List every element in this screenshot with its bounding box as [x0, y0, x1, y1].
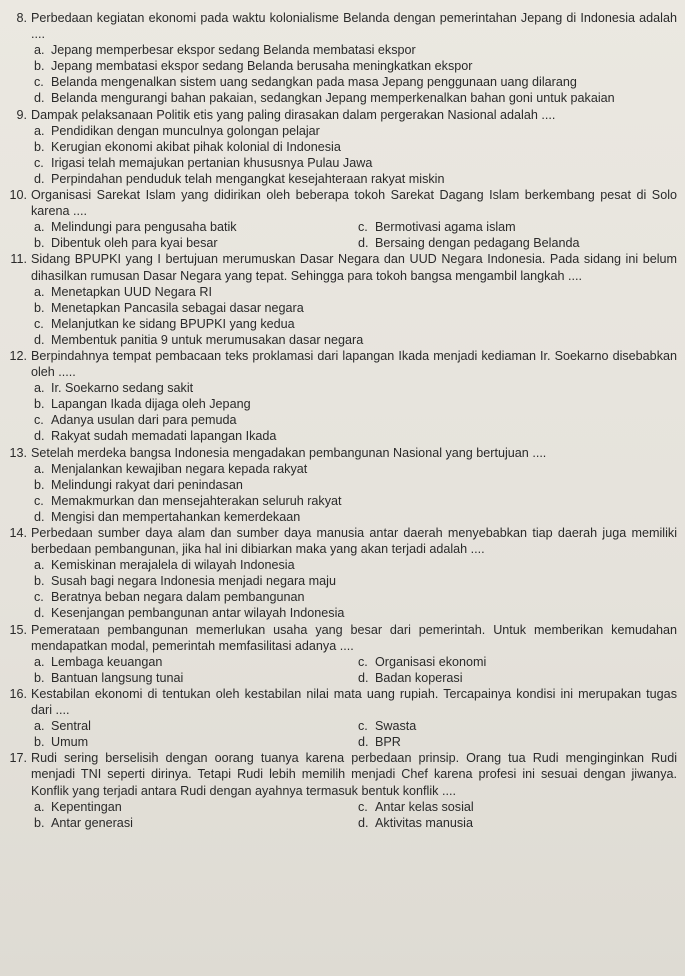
option: a. Sentral: [34, 719, 91, 734]
option: b. Melindungi rakyat dari penindasan: [34, 477, 243, 492]
option: a. Kepentingan: [34, 799, 122, 814]
question-stem: Berpindahnya tempat pembacaan teks proklamasi dari lapangan Ikada menjadi kediaman Ir. Soekarno disebabkan oleh .....: [31, 348, 677, 380]
option: b. Jepang membatasi ekspor sedang Belanda berusaha meningkatkan ekspor: [34, 59, 473, 74]
question-number: 13.: [9, 445, 27, 460]
option: a. Lembaga keuangan: [34, 654, 163, 669]
question-number: 8.: [16, 11, 27, 25]
option: b. Antar generasi: [34, 815, 133, 830]
option: a. Jepang memperbesar ekspor sedang Belanda membatasi ekspor: [34, 43, 416, 58]
option: d. Aktivitas manusia: [358, 815, 473, 830]
option: d. Bersaing dengan pedagang Belanda: [358, 236, 580, 251]
question-number: 16.: [9, 686, 27, 701]
option: d. Mengisi dan mempertahankan kemerdekaan: [34, 509, 301, 524]
question-number: 9.: [16, 107, 27, 122]
option-grid: [31, 799, 677, 831]
question-14: [4, 525, 677, 622]
option: b. Dibentuk oleh para kyai besar: [34, 236, 218, 251]
question-number: 12.: [9, 348, 27, 363]
question-9: [4, 107, 677, 187]
option-grid: [31, 219, 677, 251]
question-number: 11.: [10, 252, 27, 267]
option: c. Bermotivasi agama islam: [358, 220, 516, 235]
option: c. Antar kelas sosial: [358, 799, 474, 814]
question-stem: Sidang BPUPKI yang I bertujuan merumuskan Dasar Negara dan UUD Negara Indonesia. Pada sidang ini belum dihasilkan rumusan Dasar Negara yang tepat. Sehingga para tokoh bangsa mengambil langkah ....: [31, 252, 677, 283]
option: c. Organisasi ekonomi: [358, 654, 487, 669]
question-13: [4, 445, 677, 525]
option: b. Susah bagi negara Indonesia menjadi negara maju: [34, 574, 336, 589]
option: c. Adanya usulan dari para pemuda: [34, 413, 237, 428]
question-number: 14.: [9, 526, 27, 540]
option-grid: [31, 718, 677, 750]
option: b. Umum: [34, 735, 89, 750]
option: d. Badan koperasi: [358, 670, 463, 685]
option: a. Pendidikan dengan munculnya golongan pelajar: [34, 123, 320, 138]
question-stem: Dampak pelaksanaan Politik etis yang paling dirasakan dalam pergerakan Nasional adalah ....: [31, 107, 556, 122]
option: a. Ir. Soekarno sedang sakit: [34, 381, 194, 396]
option: d. Kesenjangan pembangunan antar wilayah Indonesia: [34, 606, 345, 621]
option: d. Membentuk panitia 9 untuk merumusakan dasar negara: [34, 332, 364, 347]
question-15: [4, 622, 677, 686]
option: c. Irigasi telah memajukan pertanian khususnya Pulau Jawa: [34, 155, 373, 170]
question-number: 10.: [9, 188, 27, 203]
option: b. Bantuan langsung tunai: [34, 670, 184, 685]
option: b. Lapangan Ikada dijaga oleh Jepang: [34, 397, 251, 412]
question-16: [4, 686, 677, 750]
option: a. Menjalankan kewajiban negara kepada rakyat: [34, 461, 308, 476]
question-number: 17.: [9, 751, 27, 766]
question-12: [4, 348, 677, 445]
question-11: [4, 251, 677, 348]
question-stem: Perbedaan kegiatan ekonomi pada waktu kolonialisme Belanda dengan pemerintahan Jepang di Indonesia adalah ....: [31, 11, 677, 42]
option: d. Rakyat sudah memadati lapangan Ikada: [34, 429, 277, 444]
option: c. Memakmurkan dan mensejahterakan seluruh rakyat: [34, 493, 342, 508]
question-stem: Setelah merdeka bangsa Indonesia mengadakan pembangunan Nasional yang bertujuan ....: [31, 445, 547, 460]
option: d. Belanda mengurangi bahan pakaian, sedangkan Jepang memperkenalkan bahan goni untuk pakaian: [34, 91, 615, 106]
question-8: [4, 10, 677, 107]
option: b. Kerugian ekonomi akibat pihak kolonial di Indonesia: [34, 139, 341, 154]
question-10: [4, 187, 677, 251]
question-stem: Organisasi Sarekat Islam yang didirikan oleh beberapa tokoh Sarekat Dagang Islam berkembang pesat di Solo karena ....: [31, 188, 677, 219]
option-grid: [31, 654, 677, 686]
option: a. Melindungi para pengusaha batik: [34, 220, 237, 235]
question-17: [4, 750, 677, 830]
option: c. Belanda mengenalkan sistem uang sedangkan pada masa Jepang penggunaan uang dilarang: [34, 75, 577, 90]
option: c. Melanjutkan ke sidang BPUPKI yang kedua: [34, 316, 295, 331]
option: c. Beratnya beban negara dalam pembangunan: [34, 590, 305, 605]
question-stem: Perbedaan sumber daya alam dan sumber daya manusia antar daerah menyebabkan tiap daerah juga memiliki berbedaan pembangunan, jika hal ini dibiarkan maka yang akan terjadi adalah ....: [31, 526, 677, 557]
question-stem: Pemerataan pembangunan memerlukan usaha yang besar dari pemerintah. Untuk memberikan kemudahan mendapatkan modal, pemerintah memfasilitasi adanya ....: [31, 622, 677, 653]
option: b. Menetapkan Pancasila sebagai dasar negara: [34, 300, 304, 315]
option: a. Kemiskinan merajalela di wilayah Indonesia: [34, 558, 295, 573]
option: d. Perpindahan penduduk telah mengangkat kesejahteraan rakyat miskin: [34, 171, 445, 186]
question-stem: Kestabilan ekonomi di tentukan oleh kestabilan nilai mata uang rupiah. Tercapainya kondisi ini merupakan tugas dari ....: [31, 686, 677, 718]
question-stem: Rudi sering berselisih dengan oorang tuanya karena perbedaan prinsip. Orang tua Rudi menginginkan Rudi menjadi TNI seperti dirinya. Tetapi Rudi lebih memilih menjadi Chef karena profesi ini sesuai dengan jiwanya. Konflik yang terjadi antara Rudi dengan ayahnya termasuk bentuk konflik ....: [31, 751, 677, 798]
option: d. BPR: [358, 735, 401, 750]
question-number: 15.: [9, 622, 27, 637]
option: a. Menetapkan UUD Negara RI: [34, 284, 212, 299]
option: c. Swasta: [358, 719, 417, 734]
